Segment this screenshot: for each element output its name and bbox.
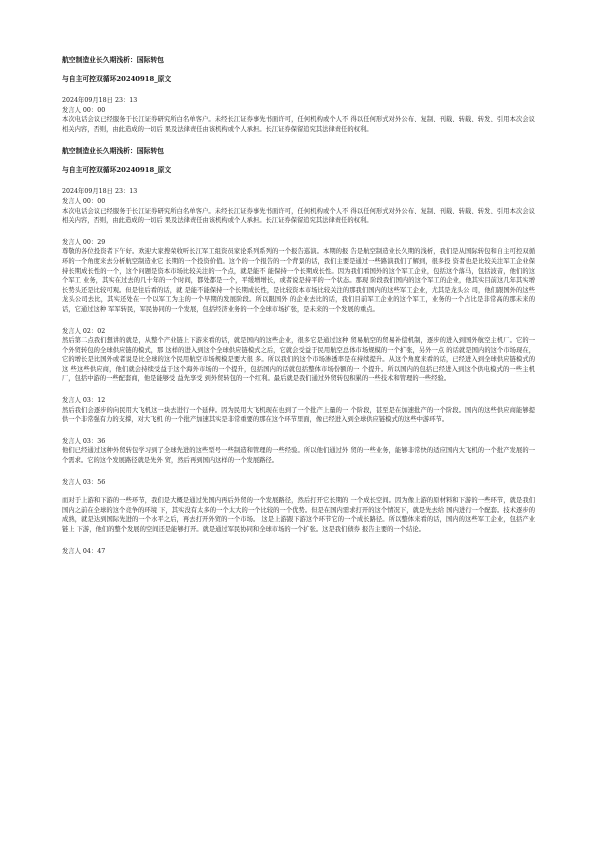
doc-title-repeat: 航空制造业长久期浅析：国际转包 <box>62 147 164 156</box>
doc-datetime-repeat: 2024年09月18日 23：13 <box>62 188 138 196</box>
speaker-label: 发言人 04：47 <box>62 547 106 555</box>
doc-subtitle: 与自主可控双循环20240918_原文 <box>62 75 172 83</box>
speaker-label: 发言人 00：00 <box>62 197 106 205</box>
transcript-paragraph: 而对于上游和下游的一些环节，我们是大概是通过先国内再后外贸的一个发展路径，然后打开它长期的 一个成长空间。因为像上游的原材料和下游的一些环节，就是我们国内之前在全球的这个竞争的环境 下，其实没有太多的一个太大的一个比较的一个优势。但是在国内需求打开的这个情况下，就是先去给 国内进行一个配套。技术逐步的成熟，就是达到国际先进的一个水平之后，再去打开外贸的一个市场。 这是上游跟下游这个环节它的一个成长路径。所以整体来看的话，国内的这些军工企业，包括产业链上 下游，他们的整个发展的空间还是能够打开。就是通过军民协同和全球市场的一个扩张。这是我们债券 报告主要的一个结论。 <box>62 497 535 533</box>
doc-subtitle-repeat: 与自主可控双循环20240918_原文 <box>62 166 172 175</box>
transcript-paragraph: 他们已经通过这种外贸转包学习到了全球先进的这些型号一些制造和管理的一些经验。所以他们通过外 贸的一些业务，能够非常快的适应国内大飞机的一个批产发展的一个需求。它的这个发展路径就是先外 贸，然后再到国内这样的一个发展路径。 <box>62 447 535 465</box>
speaker-label: 发言人 03：36 <box>62 437 106 445</box>
speaker-label: 发言人 00：29 <box>62 238 106 246</box>
doc-datetime: 2024年09月18日 23：13 <box>62 97 138 104</box>
speaker-label: 发言人 03：12 <box>62 397 106 405</box>
transcript-paragraph: 然后第二点我们想讲的就是，从整个产业链上下游来看的话，就是国内的这些企业，很多它是通过这种 贸易航空的贸易补偿机制，逐步的进入到国外航空主机厂。它的一个外贸转包的全球供应链的模式，那 这样的进入到这个全球供应链模式之后，它就会受益于民用航空总体市场规模的一个扩张，另外一点 的话就是国内的这个市场现在，它的增长是比国外或者说是比全球的这个民用航空市场规模是要大很 多。所以我们的这个市场渗透率是在持续提升。从这个角度来看的话，已经进入到全球供应链模式的这 些这些供应商，他们就会持续受益于这个海外市场的一个提升，包括国内的话就包括整体市场份额的一 个提升。所以国内的包括已经进入到这个供电模式的一些主机厂，包括中游的一些配套商，他是能够受 益先享受 到外贸转包的一个红利。最后就是我们通过外贸转包积累的一些技术和管理的一些经验。 <box>62 337 535 383</box>
speaker-label: 发言人 00：00 <box>62 106 106 114</box>
transcript-paragraph: 然后我们会逐步的向民用大飞机这一块去进行一个延伸。因为民用大飞机现在也到了一个批产上量的一 个阶段，甚至是在加速批产的一个阶段。国内的这些供应商能够提供一个非常强有力的支撑，对大飞机 的一个批产加速其实是非常重要的那在这个环节里面，像已经进入到全球供应链模式的这些中游环节。 <box>62 406 535 424</box>
disclaimer-paragraph-repeat: 本次电话会议已经服务于长江证券研究所白名单客户。未经长江证券事先书面许可，任何机构或个人不 得以任何形式对外公布、复制、刊载、转载、转发、引用本次会议相关内容，否则，由此造成的一切后 果及法律责任由该机构或个人承担。长江证券保留追究其法律责任的权利。 <box>62 207 535 225</box>
speaker-label: 发言人 02：02 <box>62 327 106 335</box>
disclaimer-paragraph: 本次电话会议已经服务于长江证券研究所白名单客户。未经长江证券事先书面许可，任何机构或个人不 得以任何形式对外公布、复制、刊载、转载、转发、引用本次会议相关内容，否则，由此造成的一切后 果及法律责任由该机构或个人承担。长江证券保留追究其法律责任的权利。 <box>62 116 535 133</box>
speaker-label: 发言人 03：56 <box>62 478 106 486</box>
transcript-paragraph: 尊敬的各位投资者下午好。欢迎大家搜荣收听长江军工组资员家论系列系列的一个报告巡演。本期的报 告是航空制造业长久期的浅析，我们是从国际转包和自主可控双循环的一个角度来去分析航空制造业它 长期的一个投资价值。这个的一个报告的一个背景的话，我们主要是通过一些路演我们了解到，很多投 资者也是比较关注军工企业保持长期成长性的一个，这个问题是资本市场比较关注的一个点，就是能不 能保持一个长期成长性。因为我们看国外的这个军工企业，包括这个落马，包括波音，他们的这个军工 业务，其实在过去的几十年的一个时间，都处都是一个，平缓增增长，或者说是持平的一个状态。那现 阶段我们国内的这个军工的企业，他其实目前这几年其实增长势头还是比较可观。但是往后看的话，就 是能不能保持一个长期成长性，是比较资本市场比较关注的那我们国内的这些军工企业，尤其是龙头公 司，他们跟国外的这些龙头公司去比，其实还处在一个以军工为主的一个早期的发展阶段。所以跟国外 的企业去比的话，我们目前军工企业的这个军工，业务的一个占比是非常高的那未来的话，它通过这种 军军转民，军民协同的一个发展，包括经济业务的一个全球市场扩张，是未来的一个发展的重点。 <box>62 248 535 313</box>
doc-title: 航空制造业长久期浅析：国际转包 <box>62 56 164 64</box>
